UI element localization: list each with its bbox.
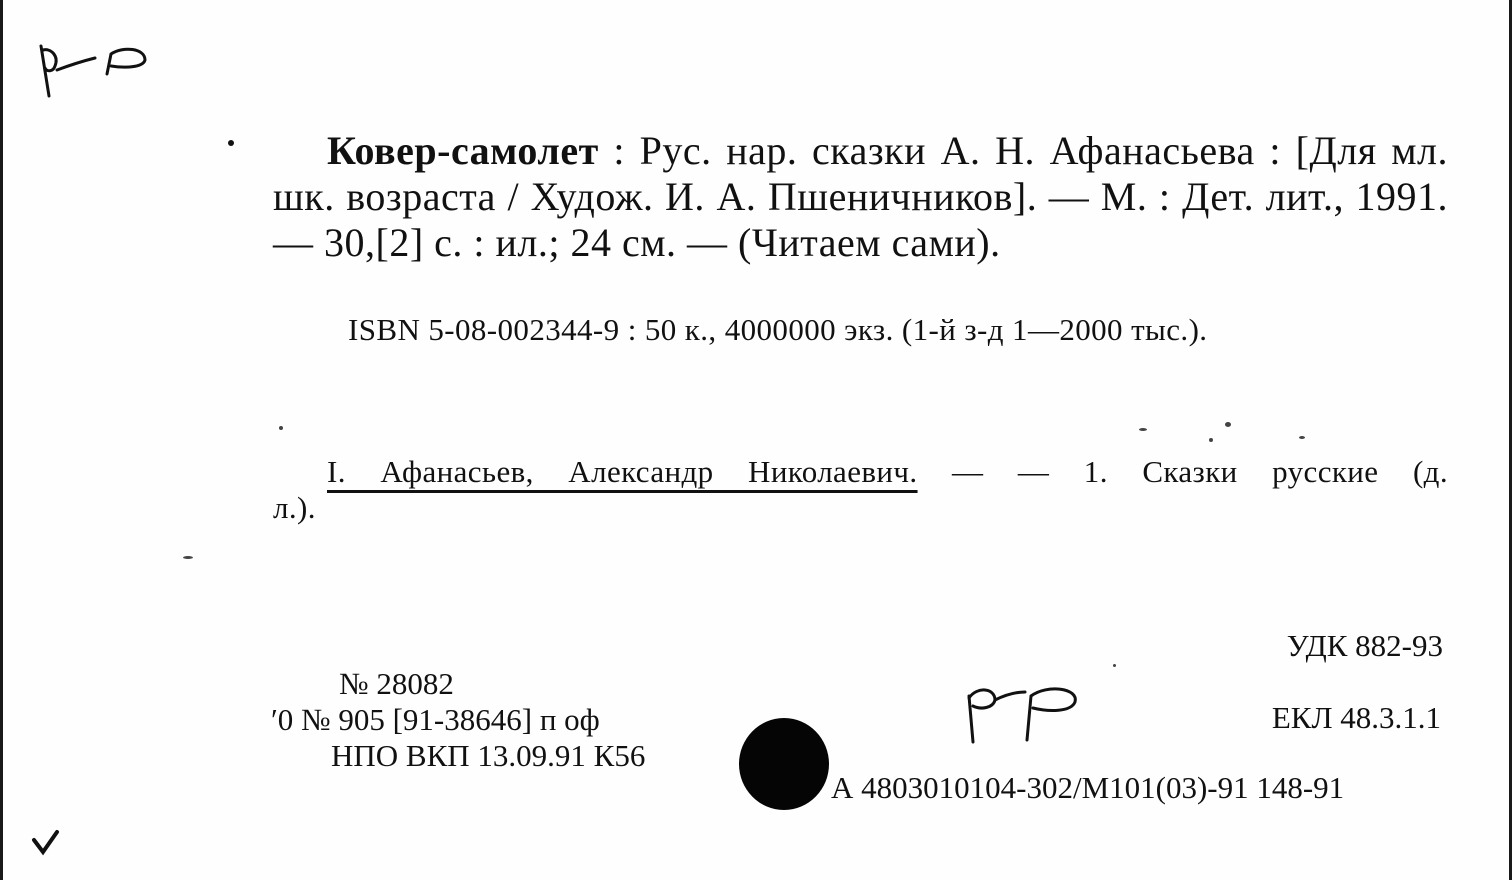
ekl-code: ЕКЛ 48.3.1.1 [1271, 700, 1441, 735]
punched-hole [739, 718, 829, 810]
tracing-line [273, 454, 1448, 490]
handwritten-initials-mark [955, 676, 1085, 751]
checkmark-icon [31, 828, 61, 856]
scan-speck [1299, 436, 1305, 439]
udk-code: УДК 882-93 [1286, 628, 1443, 663]
order-number: ′0 № 905 [91-38646] п оф [271, 702, 600, 737]
scan-speck [1139, 428, 1147, 431]
scan-speck [183, 556, 193, 559]
scan-speck [1209, 438, 1213, 442]
scan-speck [1113, 664, 1116, 667]
entry-description: : Рус. нар. сказки А. Н. Афанасьева : [Для мл. шк. возраста / Худож. И. А. Пшеничников]. — М. : Дет. лит., 1991. — 30,[2] с. : ил.; 24 см. — (Читаем сами). [273, 128, 1448, 265]
catalog-code: А 4803010104-302/М101(03)-91 148-91 [831, 770, 1345, 805]
entry-text [273, 128, 1448, 266]
handwritten-initials-mark [33, 38, 153, 103]
tracing-section [273, 454, 1448, 526]
tracing-line-continued: л.). [273, 490, 316, 525]
printer-info: НПО ВКП 13.09.91 К56 [331, 738, 646, 773]
isbn-line: ISBN 5-08-002344-9 : 50 к., 4000000 экз. (1-й з-д 1—2000 тыс.). [348, 312, 1208, 347]
scan-speck [1225, 422, 1231, 427]
margin-dot [228, 140, 234, 146]
subject-heading: — — 1. Сказки русские (д. [917, 454, 1448, 489]
print-number: № 28082 [339, 666, 454, 701]
print-info [271, 666, 645, 774]
scan-speck [279, 426, 283, 430]
author-heading: I. Афанасьев, Александр Николаевич. [327, 454, 918, 489]
book-title: Ковер-самолет [327, 128, 599, 173]
bibliographic-entry [273, 128, 1448, 266]
